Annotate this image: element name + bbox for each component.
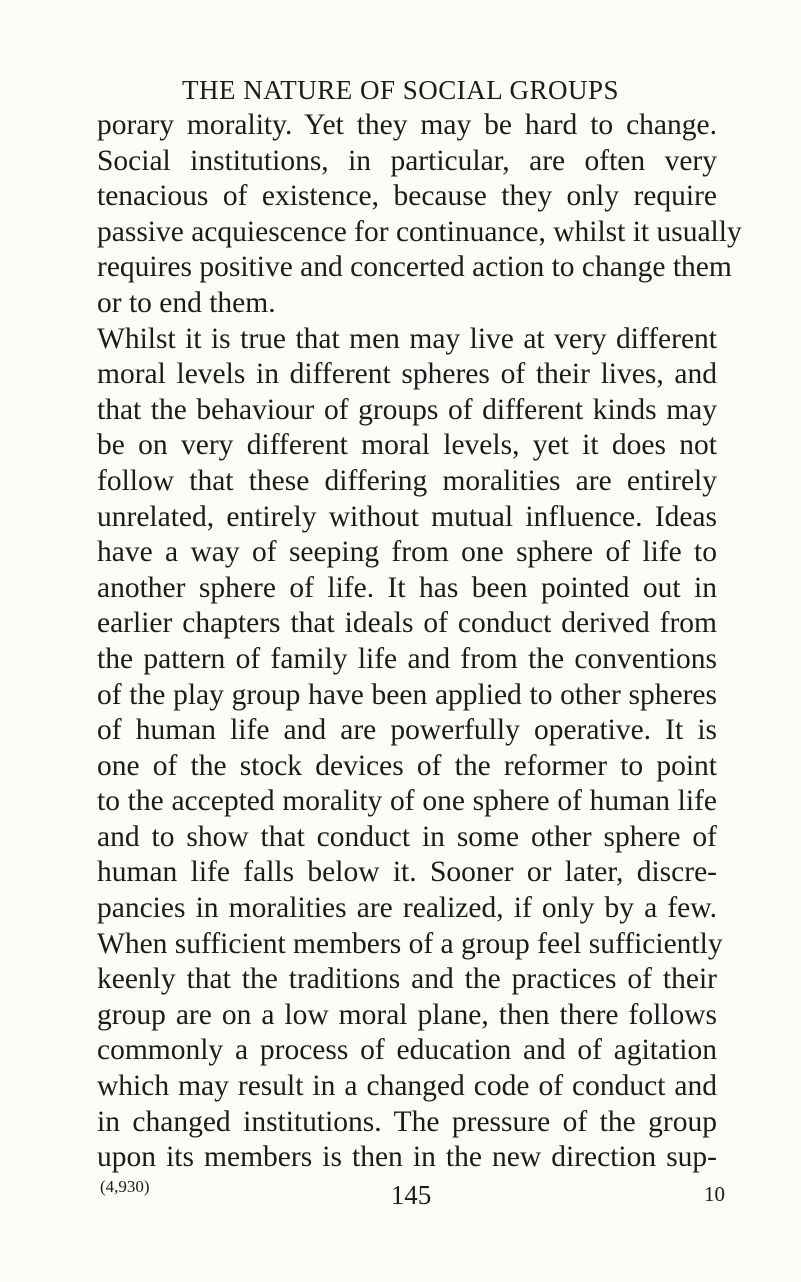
text-line: follow that these differing moralities are entirely [97,464,717,497]
text-line: human life falls below it. Sooner or later, discre- [97,856,717,889]
text-line: be on very different moral levels, yet it does not [97,429,717,462]
text-line: in changed institutions. The pressure of the group [97,1105,717,1138]
text-line: group are on a low moral plane, then there follows [97,998,717,1031]
text-line: tenacious of existence, because they only require [97,180,717,213]
page-footer [97,1177,725,1211]
text-line: which may result in a changed code of conduct and [97,1070,717,1103]
text-line: to the accepted morality of one sphere of human life [97,785,717,818]
text-line: Social institutions, in particular, are often very [97,144,717,177]
text-line: porary morality. Yet they may be hard to change. [97,109,717,141]
body-text [97,108,742,1176]
text-line: pancies in moralities are realized, if only by a few. [97,892,717,925]
text-line: keenly that the traditions and the practices of their [97,963,717,996]
text-line: have a way of seeping from one sphere of life to [97,536,717,569]
text-line: the pattern of family life and from the conventions [97,642,717,675]
text-line: Whilst it is true that men may live at very different [97,322,717,355]
text-line: moral levels in different spheres of their lives, and [97,358,717,391]
text-line: commonly a process of education and of agitation [97,1034,717,1067]
text-line: of human life and are powerfully operative. It is [97,714,717,747]
text-line: one of the stock devices of the reformer to point [97,749,717,782]
text-line: upon its members is then in the new direction sup- [97,1141,717,1174]
printer-signature: (4,930) [100,1177,150,1196]
text-line: unrelated, entirely without mutual influence. Ideas [97,500,717,533]
text-line: earlier chapters that ideals of conduct derived from [97,607,717,640]
text-line: of the play group have been applied to other spheres [97,678,717,711]
running-head: THE NATURE OF SOCIAL GROUPS [181,75,620,105]
text-line: and to show that conduct in some other sphere of [97,820,717,853]
text-line: passive acquiescence for continuance, whilst it usually [97,215,742,248]
text-line: or to end them. [97,286,276,319]
text-line: another sphere of life. It has been pointed out in [97,571,717,604]
gathering-mark: 10 [704,1182,725,1206]
text-line: requires positive and concerted action to change them [97,251,732,284]
text-line: that the behaviour of groups of different kinds may [97,393,717,426]
page-number: 145 [390,1180,432,1210]
text-line: When sufficient members of a group feel sufficiently [97,927,723,960]
